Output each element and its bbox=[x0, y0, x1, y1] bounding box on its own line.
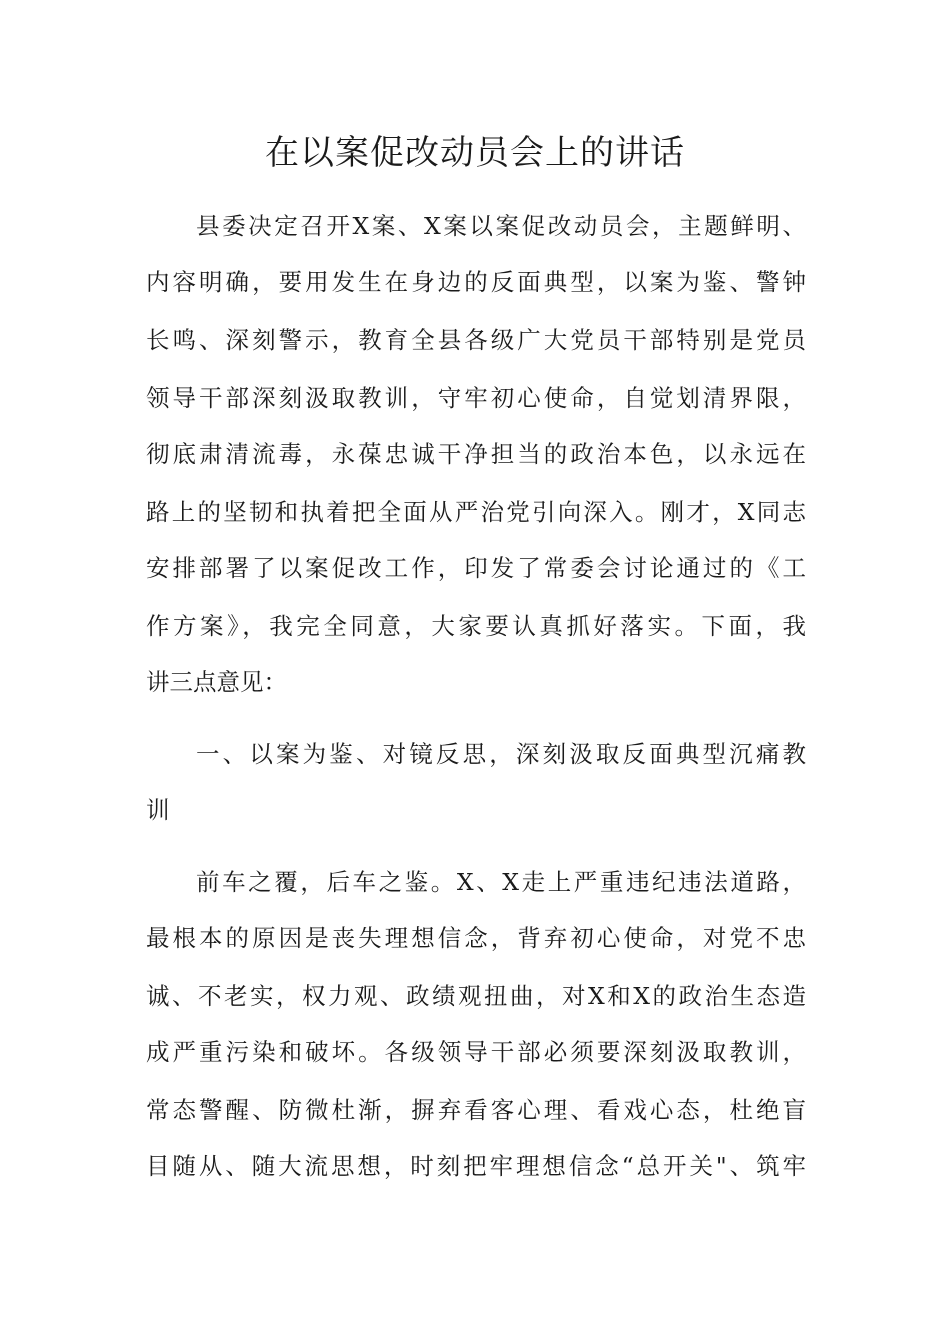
paragraph-2-line-3: 诚、不老实，权力观、政绩观扭曲，对X和X的政治生态造 bbox=[146, 982, 806, 1010]
paragraph-2-line-1: 前车之覆，后车之鉴。X、X走上严重违纪违法道路， bbox=[196, 868, 806, 896]
paragraph-1-line-2: 内容明确，要用发生在身边的反面典型，以案为鉴、警钟 bbox=[146, 268, 806, 296]
paragraph-1-line-5: 彻底肃清流毒，永葆忠诚干净担当的政治本色，以永远在 bbox=[146, 440, 806, 468]
paragraph-1-line-8: 作方案》，我完全同意，大家要认真抓好落实。下面，我 bbox=[146, 612, 806, 640]
paragraph-1-line-6: 路上的坚韧和执着把全面从严治党引向深入。刚才，X同志 bbox=[146, 498, 806, 526]
paragraph-1-line-7: 安排部署了以案促改工作，印发了常委会讨论通过的《工 bbox=[146, 554, 806, 582]
paragraph-1-line-1: 县委决定召开X案、X案以案促改动员会，主题鲜明、 bbox=[196, 212, 806, 240]
paragraph-1-line-4: 领导干部深刻汲取教训，守牢初心使命，自觉划清界限， bbox=[146, 384, 806, 412]
paragraph-2-line-5: 常态警醒、防微杜渐，摒弃看客心理、看戏心态，杜绝盲 bbox=[146, 1096, 806, 1124]
heading-1-line-1: 一、以案为鉴、对镜反思，深刻汲取反面典型沉痛教 bbox=[196, 740, 806, 768]
paragraph-2-line-2: 最根本的原因是丧失理想信念，背弃初心使命，对党不忠 bbox=[146, 924, 806, 952]
paragraph-2-line-4: 成严重污染和破坏。各级领导干部必须要深刻汲取教训， bbox=[146, 1038, 806, 1066]
paragraph-2-line-6: 目随从、随大流思想，时刻把牢理想信念“总开关"、筑牢 bbox=[146, 1152, 806, 1180]
paragraph-1-line-3: 长鸣、深刻警示，教育全县各级广大党员干部特别是党员 bbox=[146, 326, 806, 354]
paragraph-1-line-9: 讲三点意见： bbox=[146, 668, 287, 696]
document-title: 在以案促改动员会上的讲话 bbox=[265, 133, 685, 173]
heading-1-line-2: 训 bbox=[146, 796, 170, 824]
